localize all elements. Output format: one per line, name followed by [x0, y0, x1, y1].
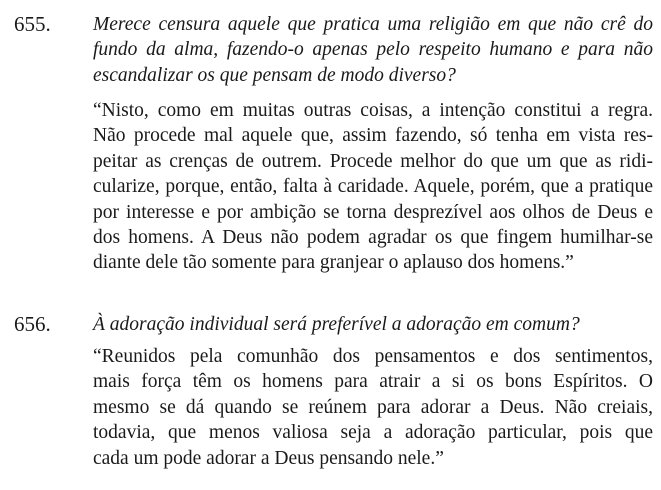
- answer-line: cularize, porque, então, falta à caridade. Aquele, porém, que a pratique: [93, 176, 653, 198]
- question-line: À adoração individual será preferível a adoração em comum?: [93, 314, 580, 335]
- question-line: fundo da alma, fazendo-o apenas pelo respeito humano e para não: [93, 39, 653, 61]
- answer-line: mais força têm os homens para atrair a si os bons Espíritos. O: [93, 371, 653, 393]
- answer-line: peitar as crenças de outrem. Procede melhor do que um que as ridi-: [93, 150, 653, 172]
- question-line: escandalizar os que pensam de modo diverso?: [93, 64, 456, 86]
- answer-line: diante dele tão somente para granjear o aplauso dos homens.”: [93, 252, 574, 274]
- answer-line: por interesse e por ambição se torna desprezível aos olhos de Deus e: [93, 201, 653, 223]
- answer-line: “Nisto, como em muitas outras coisas, a intenção constitui a regra.: [93, 100, 653, 121]
- answer-line: dos homens. A Deus não podem agradar os que fingem humilhar-se: [93, 227, 653, 249]
- answer-line: todavia, que menos valiosa seja a adoração particular, pois que: [93, 422, 653, 444]
- question-number: 656.: [14, 312, 51, 336]
- question-text: [93, 12, 653, 88]
- answer-line: “Reunidos pela comunhão dos pensamentos e dos sentimentos,: [93, 346, 653, 367]
- answer-line: mesmo se dá quando se reúnem para adorar a Deus. Não creiais,: [93, 396, 653, 418]
- question-text: [93, 312, 653, 337]
- question-number: 655.: [14, 12, 51, 36]
- answer-text: [93, 344, 653, 471]
- answer-text: [93, 98, 653, 276]
- answer-line: cada um pode adorar a Deus pensando nele.”: [93, 447, 444, 469]
- answer-line: Não procede mal aquele que, assim fazendo, só tenha em vista res-: [93, 125, 653, 147]
- question-line: Merece censura aquele que pratica uma religião em que não crê do: [93, 14, 653, 35]
